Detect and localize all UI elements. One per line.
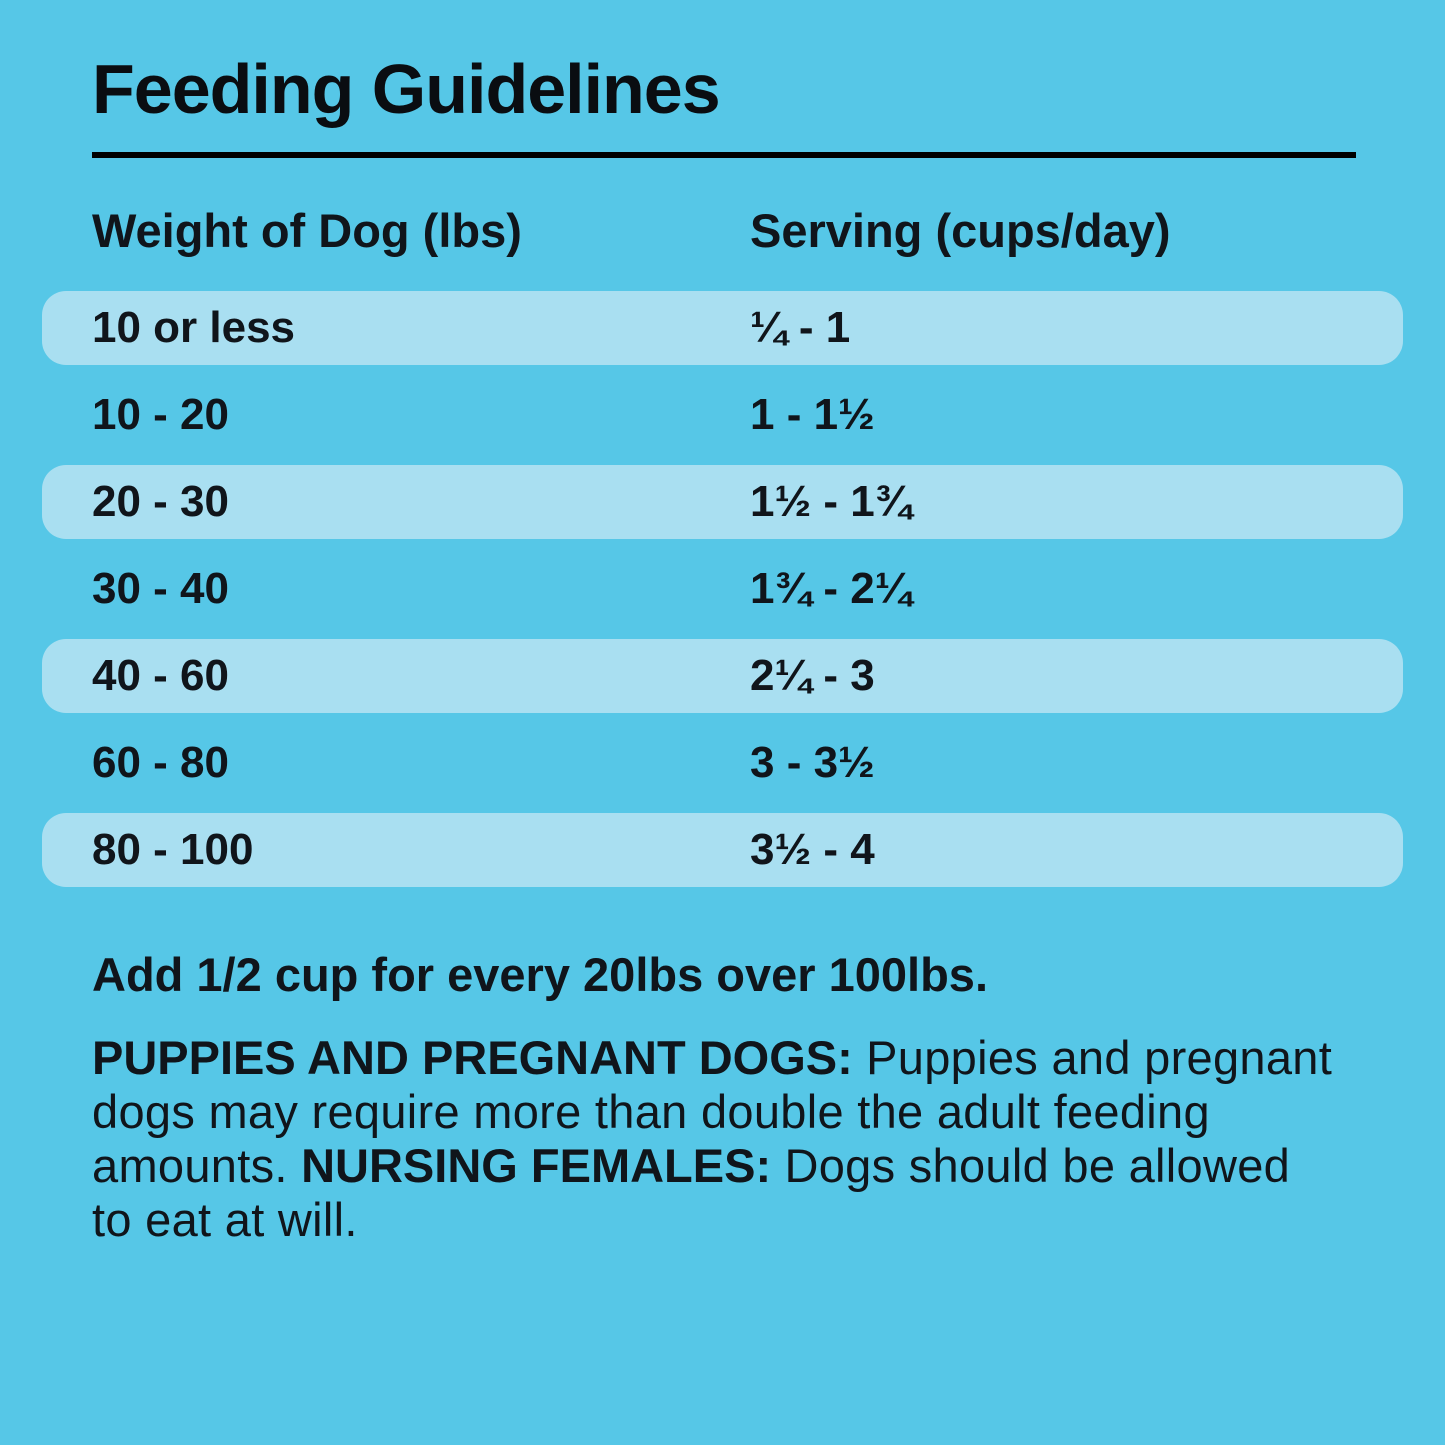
weight-cell: 10 - 20	[92, 390, 229, 440]
weight-cell: 40 - 60	[92, 651, 229, 701]
column-header-weight: Weight of Dog (lbs)	[92, 204, 522, 257]
serving-cell: 3½ - 4	[750, 825, 875, 875]
table-row	[42, 813, 1403, 887]
feeding-table	[0, 204, 1445, 887]
special-note-line: amounts. NURSING FEMALES: Dogs should be allowed	[92, 1138, 1291, 1192]
title-underline	[92, 152, 1356, 158]
table-row	[42, 639, 1403, 713]
special-feeding-note	[92, 1031, 1412, 1247]
extra-cup-note: Add 1/2 cup for every 20lbs over 100lbs.	[92, 948, 989, 1002]
special-note-line: PUPPIES AND PREGNANT DOGS: Puppies and pregnant	[92, 1030, 1333, 1084]
table-header-row	[92, 204, 1445, 258]
column-header-serving: Serving (cups/day)	[750, 204, 1171, 257]
special-note-line: dogs may require more than double the adult feeding	[92, 1084, 1210, 1138]
serving-cell: 2¼ - 3	[750, 651, 875, 701]
serving-cell: ¼ - 1	[750, 303, 851, 353]
table-row	[42, 726, 1403, 800]
weight-cell: 80 - 100	[92, 825, 254, 875]
weight-cell: 30 - 40	[92, 564, 229, 614]
page-title: Feeding Guidelines	[92, 50, 720, 128]
special-note-line: to eat at will.	[92, 1192, 358, 1246]
table-row	[42, 291, 1403, 365]
weight-cell: 20 - 30	[92, 477, 229, 527]
serving-cell: 1½ - 1¾	[750, 477, 912, 527]
serving-cell: 1 - 1½	[750, 390, 875, 440]
serving-cell: 3 - 3½	[750, 738, 875, 788]
table-row	[42, 552, 1403, 626]
weight-cell: 10 or less	[92, 303, 296, 353]
weight-cell: 60 - 80	[92, 738, 229, 788]
table-body	[0, 291, 1445, 887]
serving-cell: 1¾ - 2¼	[750, 564, 912, 614]
table-row	[42, 465, 1403, 539]
table-row	[42, 378, 1403, 452]
